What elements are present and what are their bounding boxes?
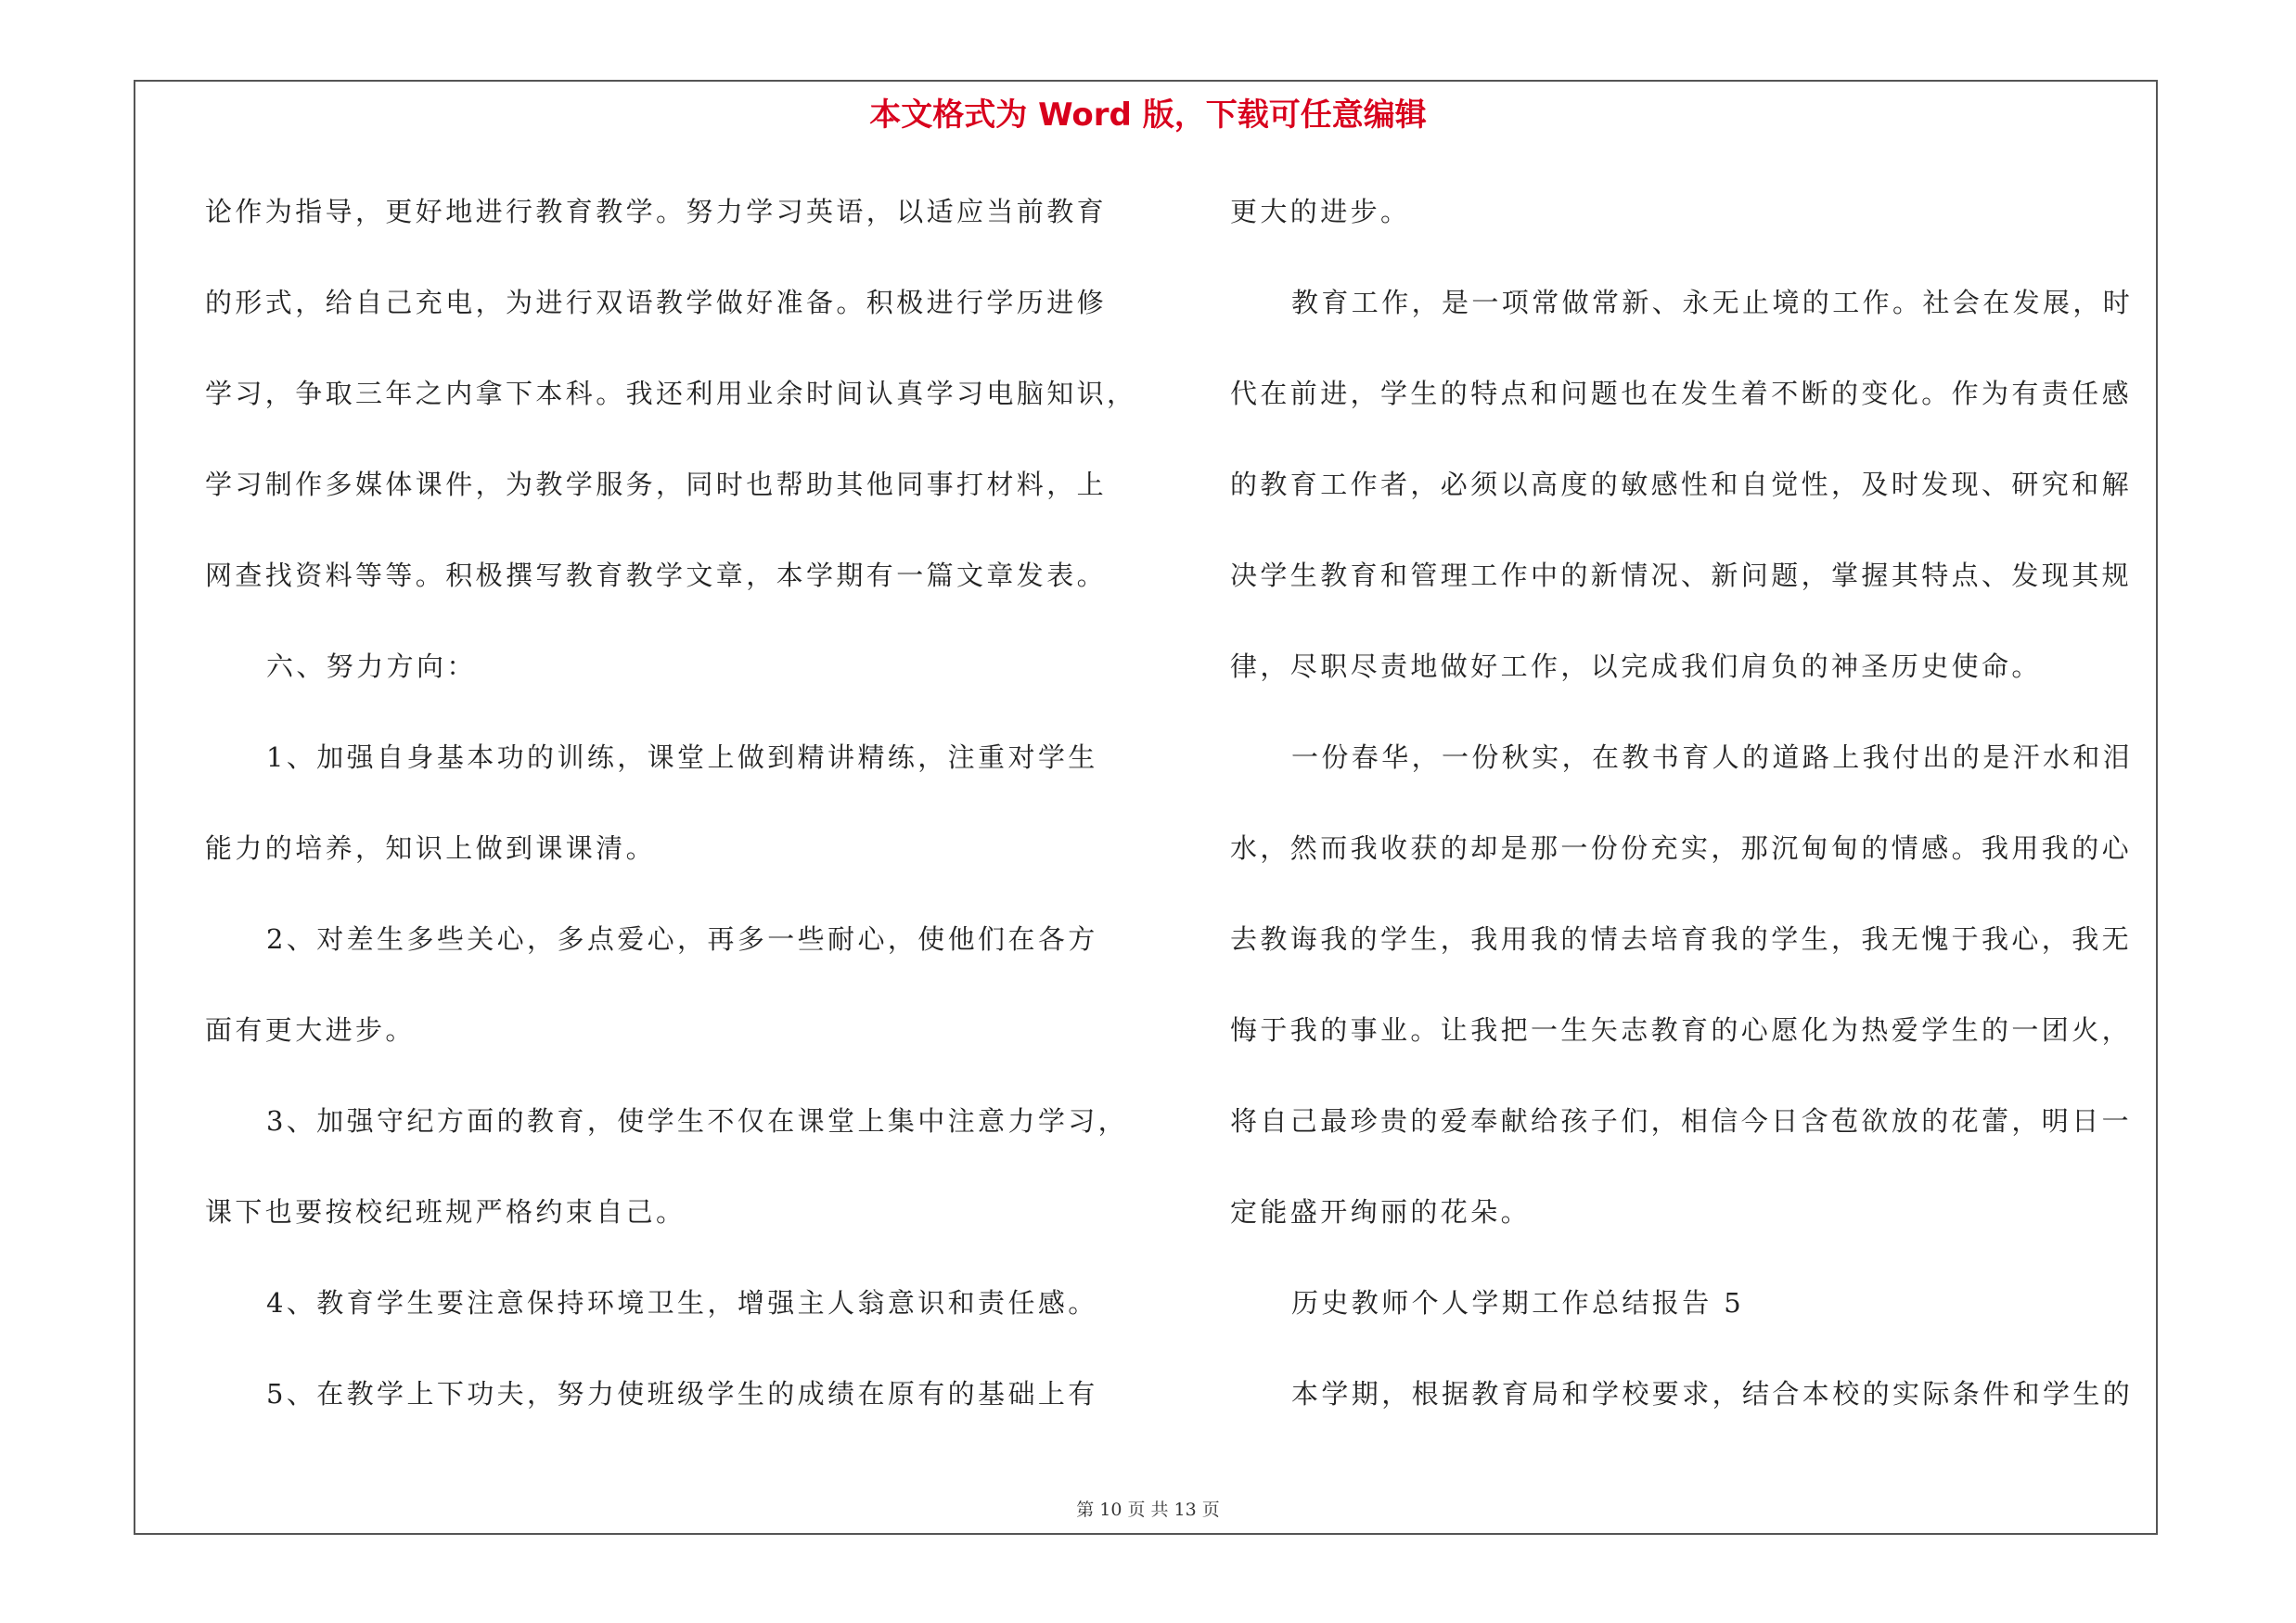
text-line: 学习，争取三年之内拿下本科。我还利用业余时间认真学习电脑知识， [205,378,1137,409]
text-line: 面有更大进步。 [205,1014,416,1046]
list-item: 5、在教学上下功夫，努力使班级学生的成绩在原有的基础上有 [266,1378,1098,1410]
list-item: 2、对差生多些关心，多点爱心，再多一些耐心，使他们在各方 [266,923,1098,955]
report-title: 历史教师个人学期工作总结报告 5 [1291,1287,1745,1319]
text-line: 将自己最珍贵的爱奉献给孩子们，相信今日含苞欲放的花蕾，明日一 [1230,1105,2133,1137]
text-line: 代在前进，学生的特点和问题也在发生着不断的变化。作为有责任感 [1230,378,2133,409]
text-line: 的教育工作者，必须以高度的敏感性和自觉性，及时发现、研究和解 [1230,469,2133,500]
list-item: 3、加强守纪方面的教育，使学生不仅在课堂上集中注意力学习， [266,1105,1129,1137]
format-notice-banner: 本文格式为 Word 版，下载可任意编辑 [869,97,1427,134]
text-line: 的形式，给自己充电，为进行双语教学做好准备。积极进行学历进修 [205,287,1108,318]
text-line: 论作为指导，更好地进行教育教学。努力学习英语，以适应当前教育 [205,196,1108,227]
text-line: 网查找资料等等。积极撰写教育教学文章，本学期有一篇文章发表。 [205,560,1108,591]
text-line: 悔于我的事业。让我把一生矢志教育的心愿化为热爱学生的一团火， [1230,1014,2133,1046]
text-line: 教育工作，是一项常做常新、永无止境的工作。社会在发展，时 [1291,287,2134,318]
list-item: 4、教育学生要注意保持环境卫生，增强主人翁意识和责任感。 [266,1287,1098,1319]
text-line: 更大的进步。 [1230,196,1411,227]
text-line: 一份春华，一份秋实，在教书育人的道路上我付出的是汗水和泪 [1291,741,2134,773]
text-line: 能力的培养，知识上做到课课清。 [205,832,657,864]
text-line: 定能盛开绚丽的花朵。 [1230,1196,1532,1228]
text-line: 决学生教育和管理工作中的新情况、新问题，掌握其特点、发现其规 [1230,560,2133,591]
text-line: 去教诲我的学生，我用我的情去培育我的学生，我无愧于我心，我无 [1230,923,2133,955]
text-line: 学习制作多媒体课件，为教学服务，同时也帮助其他同事打材料，上 [205,469,1108,500]
list-item: 1、加强自身基本功的训练，课堂上做到精讲精练，注重对学生 [266,741,1098,773]
text-line: 课下也要按校纪班规严格约束自己。 [205,1196,686,1228]
page-number: 第 10 页 共 13 页 [1076,1500,1220,1520]
section-heading: 六、努力方向： [266,650,477,682]
text-line: 律，尽职尽责地做好工作，以完成我们肩负的神圣历史使命。 [1230,650,2042,682]
text-line: 水，然而我收获的却是那一份份充实，那沉甸甸的情感。我用我的心 [1230,832,2133,864]
text-line: 本学期，根据教育局和学校要求，结合本校的实际条件和学生的 [1291,1378,2134,1410]
